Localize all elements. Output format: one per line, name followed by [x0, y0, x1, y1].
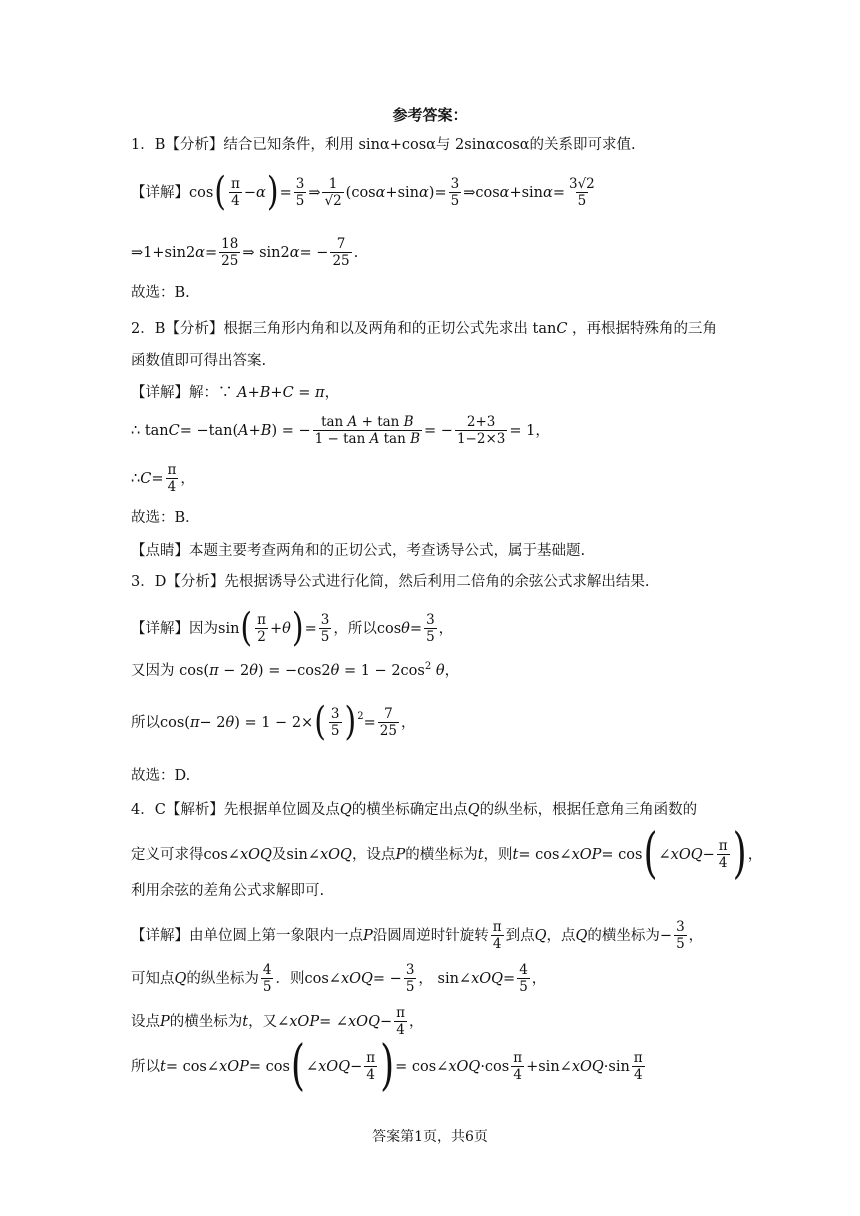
q3-choice: 故选：D. — [131, 768, 191, 784]
q4-text: 【详解】由单位圆上第一象限内一点 — [131, 927, 363, 944]
page-footer: 答案第1页，共6页 — [372, 1129, 488, 1145]
q4-text: 及 — [271, 846, 287, 863]
q4-text: ．则 — [275, 970, 305, 987]
q2-analysis-text-b: ，再根据特殊角的三角 — [572, 321, 718, 337]
q4-text: ，点 — [546, 927, 576, 944]
q4-analysis-1: 4．C【解析】先根据单位圆及点Q的横坐标确定出点Q的纵坐标，根据任意角三角函数的 — [131, 802, 698, 818]
q3-line3-label: 所以 — [131, 714, 160, 731]
q4-text: ，设点 — [351, 846, 396, 863]
q4-analysis-3: 利用余弦的差角公式求解即可. — [131, 883, 325, 899]
q4-detail-4: 所以 t = cos∠ xOP = cos ( ∠ xOQ − $\frac{\pi}{4}$ ) = cos∠ xOQ ·cos $\frac{\pi}{4}$ +sin∠ xOQ ·sin $\frac{\pi}{4}$ — [131, 1035, 643, 1097]
q4-text: ，又 — [248, 1013, 278, 1030]
q3-line2: 又因为 $\cos(\pi - 2\theta) = -\cos 2\theta = 1 - 2\cos^2$ θ， — [131, 661, 460, 679]
q2-detail-3: ∴ C = $\frac{\pi}{4}$ ， — [131, 462, 195, 495]
q4-text: 定义可求得 — [131, 846, 204, 863]
q2-detail-label: 【详解】解：∵ — [131, 385, 233, 401]
q1-detail-2: ⇒1+sin2 α = $\frac{18}{25}$ ⇒ sin2 α = − $\frac{7}{25}$ . — [131, 236, 359, 269]
q2-detail-2: ∴ tan C = −tan( A + B ) = − $\frac{\text{tan A + tan B}}{\text{1 − tan A tan B}}$ = − $\frac{2+3}{1-2\times 3}$ = 1， — [131, 414, 550, 447]
q2-detail: 【详解】解：∵ A+B+C = π， — [131, 385, 340, 401]
q1-choice: 故选：B. — [131, 285, 190, 301]
q4-detail-1: 【详解】由单位圆上第一象限内一点 P 沿圆周逆时针旋转 $\frac{\pi}{4}$ 到点 Q ，点 Q 的横坐标为 − $\frac{3}{5}$ ， — [131, 919, 704, 952]
q4-text: 的横坐标确定出点 — [351, 802, 468, 818]
q3-line3: 所以 cos( π − 2 θ ) = 1 − 2× ( $\frac{3}{5}$ ) $^2$ = $\frac{7}{25}$ ， — [131, 699, 416, 745]
q3-detail-label: 【详解】因为 — [131, 620, 218, 637]
q4-text: 的横坐标为 — [169, 1013, 243, 1030]
q4-text: 设点 — [131, 1013, 160, 1030]
q3-analysis: 3．D【分析】先根据诱导公式进行化简，然后利用二倍角的余弦公式求解出结果. — [131, 574, 650, 590]
q4-text: 所以 — [131, 1058, 160, 1075]
q2-analysis-text: 2．B【分析】根据三角形内角和以及两角和的正切公式先求出 — [131, 321, 528, 337]
q4-text: 沿圆周逆时针旋转 — [372, 927, 489, 944]
q4-analysis-2: 定义可求得 cos∠ xOQ 及 sin∠ xOQ ，设点 P 的横坐标为 t ，则 t = cos∠ xOP = cos ( ∠ xOQ − $\frac{\pi}{4}$ ) ， — [131, 823, 763, 885]
q4-text: 的横坐标为 — [587, 927, 660, 944]
q4-text: 的纵坐标，根据任意角三角函数的 — [479, 802, 698, 818]
q1-detail: 【详解】 cos ( $\frac{\pi}{4}$ −α ) = $\frac{3}{5}$ ⇒ $\frac{1}{√2}$ (cos α +sin α )= $\frac{3}{5}$ ⇒cos α +sin α = $\frac{3√2}{5}$ — [131, 169, 595, 215]
q2-analysis-2: 函数值即可得出答案. — [131, 353, 267, 369]
q4-text: 的横坐标为 — [405, 846, 478, 863]
page-title: 参考答案： — [392, 106, 468, 124]
q2-comment: 【点睛】本题主要考查两角和的正切公式，考查诱导公式，属于基础题. — [131, 543, 586, 559]
q4-text: 到点 — [505, 927, 535, 944]
q4-text: 4．C【解析】先根据单位圆及点 — [131, 802, 340, 818]
q4-text: 可知点 — [131, 970, 175, 987]
q3-detail-text: ，所以 — [333, 620, 377, 637]
q4-text: ，则 — [483, 846, 513, 863]
q4-detail-2: 可知点 Q 的纵坐标为 $\frac{4}{5}$ ．则 cos∠ xOQ = − $\frac{3}{5}$ ， sin∠ xOQ = $\frac{4}{5}$ ， — [131, 962, 547, 995]
q2-choice: 故选：B． — [131, 510, 200, 526]
q1-analysis: 1．B【分析】结合已知条件，利用 sinα+cosα与 2sinαcosα的关系即可求值. — [131, 137, 636, 153]
q2-analysis-1: 2．B【分析】根据三角形内角和以及两角和的正切公式先求出 tanC ，再根据特殊角的三角 — [131, 321, 718, 337]
q4-text: 的纵坐标为 — [186, 970, 259, 987]
q3-line2-label: 又因为 — [131, 662, 175, 679]
q3-detail: 【详解】因为 sin ( $\frac{\pi}{2}$ + θ ) = $\frac{3}{5}$ ，所以 cos θ = $\frac{3}{5}$ ， — [131, 605, 454, 651]
q4-detail-3: 设点 P 的横坐标为 t ，又 ∠ xOP = ∠ xOQ − $\frac{\pi}{4}$ ， — [131, 1005, 424, 1038]
q1-detail-label: 【详解】 — [131, 184, 189, 201]
